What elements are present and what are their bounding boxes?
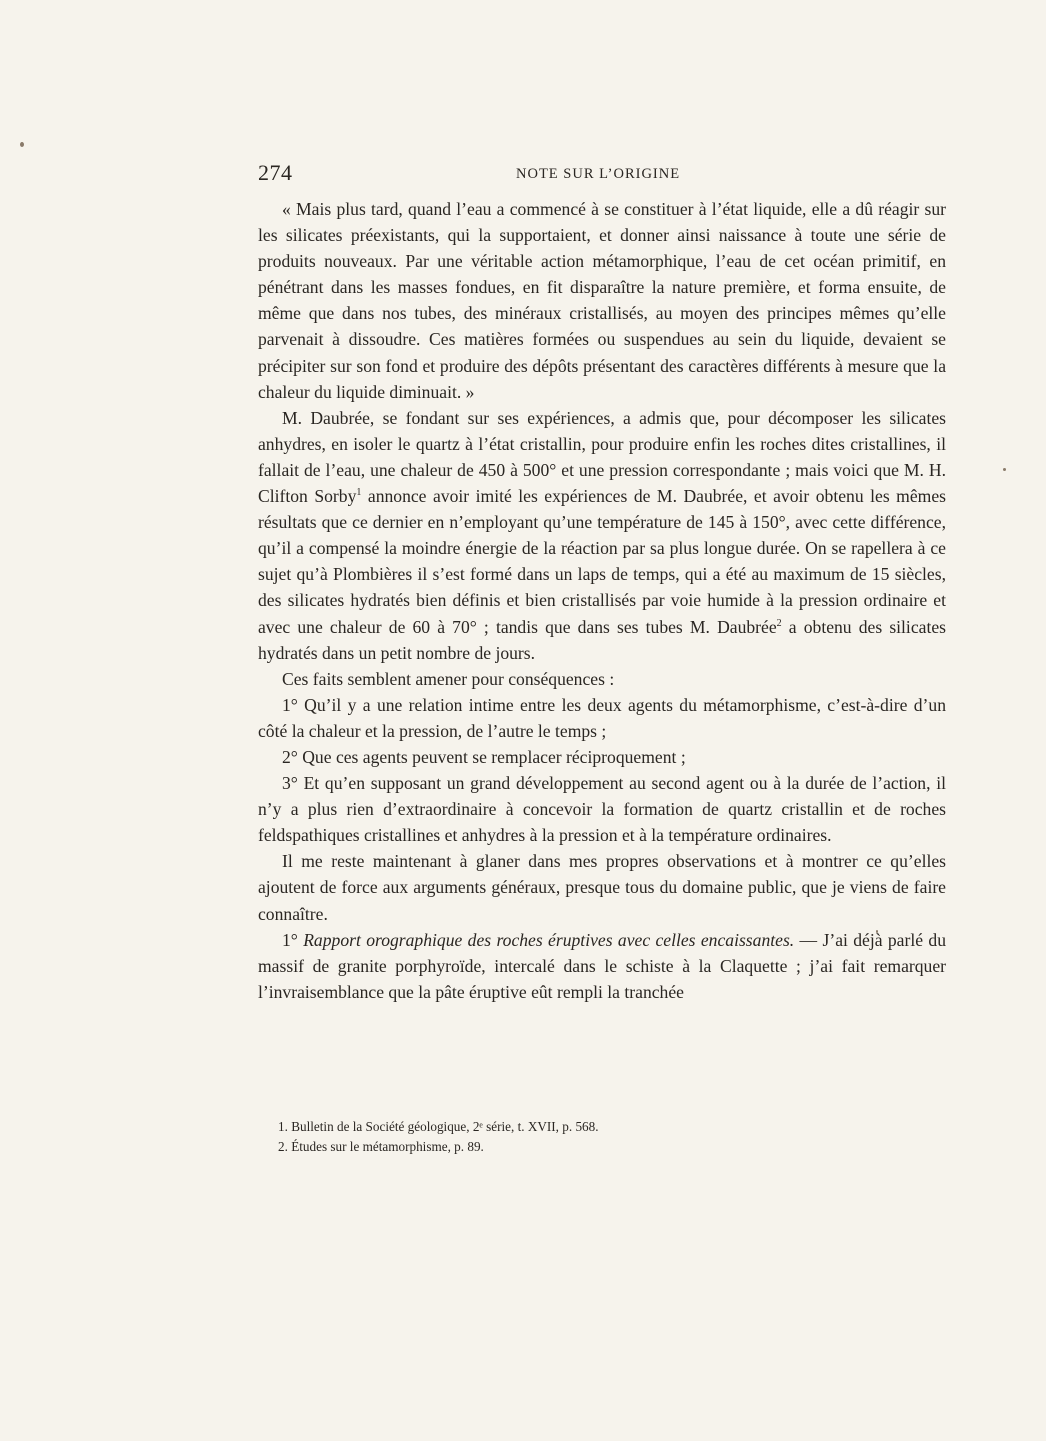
section-number: 1° [282,929,304,950]
paragraph-text: — J’ai déjà parlé du massif de granite porphyroïde, intercalé dans le schiste à la Claquette ; j’ai fait remarquer l’invraisemblance que la pâte éruptive eût rempli la tranchée [258,929,946,1002]
paragraph-quote: « Mais plus tard, quand l’eau a commencé à se constituer à l’état liquide, elle a dû réagir sur les silicates préexistants, qui la supportaient, et donner ainsi naissance à toute une série de produits nouveaux. Par une véritable action métamorphique, l’eau de cet océan primitif, en pénétrant dans les masses fondues, en fit disparaître la nature première, et forma ensuite, de même que dans nos tubes, des minéraux cristallisés, au moyen des principes mêmes qu’elle parvenait à dissoudre. Ces matières formées ou suspendues au sein du liquide, devaient se précipiter sur son fond et produire des dépôts présentant des caractères différents à mesure que la chaleur du liquide diminuait. » [258,199,946,402]
page-header [258,160,946,190]
footnote-ref-1: 1 [356,487,362,499]
section-title: Rapport orographique des roches éruptives avec celles encaissantes. [303,929,795,950]
running-title: NOTE SUR L’ORIGINE [516,166,681,182]
paragraph-item-3: 3° Et qu’en supposant un grand développement au second agent ou à la durée de l’action, il n’y a plus rien d’extraordinaire à concevoir la formation de quartz cristallin et de roches feldspathiques cristallines et anhydres à la pression et à la température ordinaires. [258,773,946,846]
footnote-2: 2. Études sur le métamorphisme, p. 89. [278,1138,484,1154]
paragraph-consequences: Ces faits semblent amener pour conséquences : [282,668,615,689]
page-speck [1003,468,1006,471]
paragraph-observations: Il me reste maintenant à glaner dans mes propres observations et à montrer ce qu’elles ajoutent de force aux arguments généraux, presque tous du domaine public, que je viens de faire connaître. [258,851,946,924]
footnote-ref-2: 2 [776,617,782,629]
paragraph-text: annonce avoir imité les expériences de M. Daubrée, et avoir obtenu les mêmes résultats que ce dernier en n’employant qu’une température de 145 à 150°, avec cette différence, qu’il a compensé la moindre énergie de la réaction par sa plus longue durée. On se rapellera à ce sujet qu’à Plombières il s’est formé dans un laps de temps, qui a été au maximum de 15 siècles, des silicates hydratés bien définis et bien cristallisés par voie humide à la pression ordinaire et avec une chaleur de 60 à 70° ; tandis que dans ses tubes M. Daubrée [258,486,946,637]
footnote-1: 1. Bulletin de la Société géologique, 2ᵉ série, t. XVII, p. 568. [278,1119,599,1134]
body-text [258,196,946,1005]
paragraph-item-2: 2° Que ces agents peuvent se remplacer réciproquement ; [282,746,686,767]
footnotes [278,1117,918,1156]
paragraph-daubree [258,405,946,666]
paragraph-section-1 [258,927,946,1005]
page-number: 274 [258,160,293,185]
paragraph-text: M. Daubrée, se fondant sur ses expériences, a admis que, pour décomposer les silicates anhydres, en isoler le quartz à l’état cristallin, pour produire enfin les roches dites cristallines, il fallait de l’eau, une chaleur de 450 à 500° et une pression correspondante ; mais voici que M. H. Clifton Sorby [258,407,946,507]
paragraph-text: a obtenu des silicates hydratés dans un petit nombre de jours. [258,616,946,663]
paragraph-item-1: 1° Qu’il y a une relation intime entre les deux agents du métamorphisme, c’est-à-dire d’un côté la chaleur et la pression, de l’autre le temps ; [258,694,946,741]
page-speck [20,142,24,147]
